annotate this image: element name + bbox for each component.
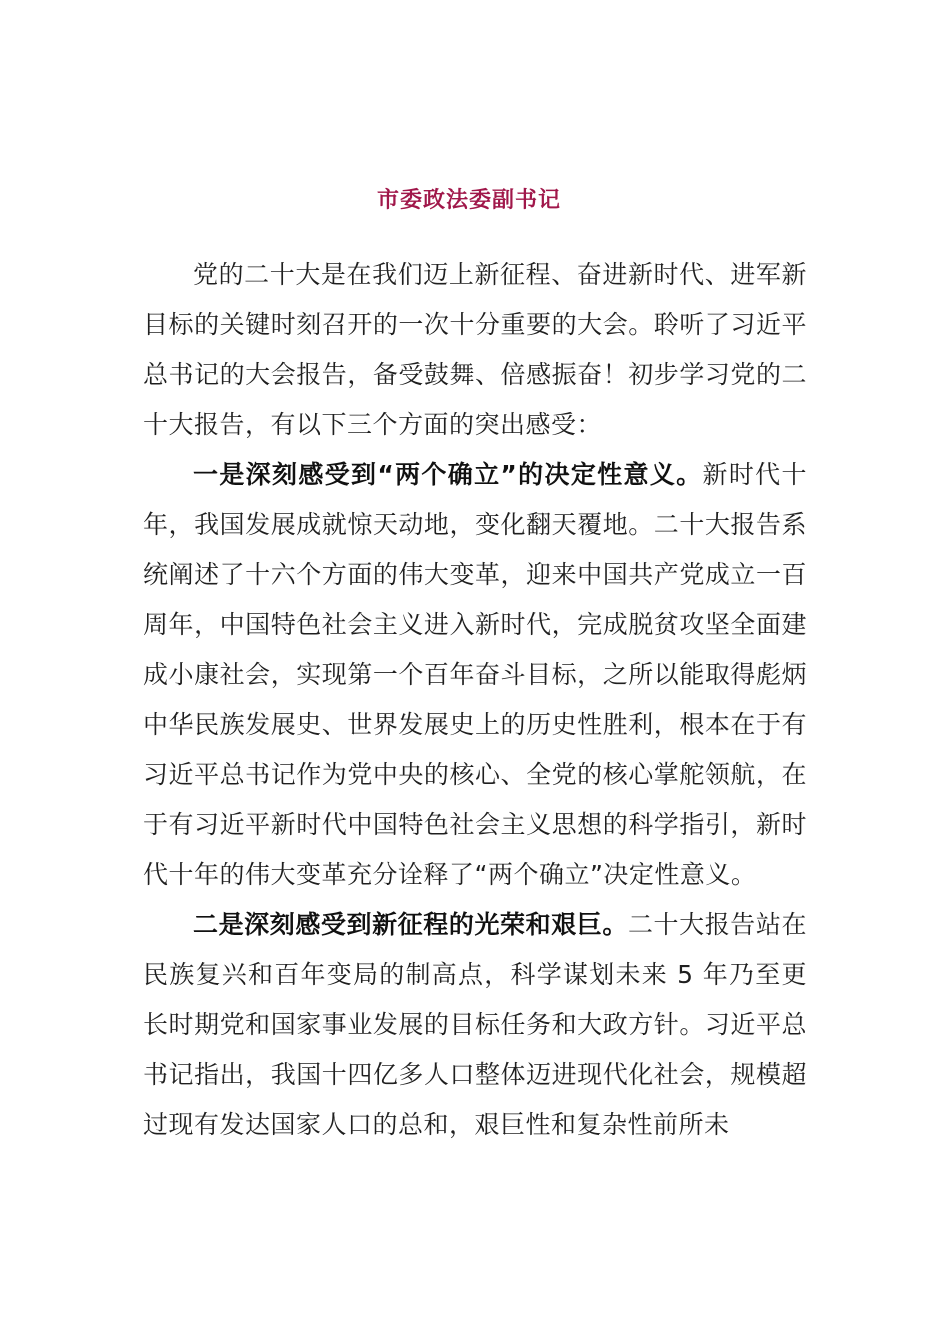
paragraph-lead: 一是深刻感受到“两个确立”的决定性意义。 xyxy=(193,460,703,489)
paragraph-point-two xyxy=(143,900,807,1150)
document-body xyxy=(143,250,807,1150)
document-title: 市委政法委副书记 xyxy=(376,188,561,213)
paragraph-point-one xyxy=(143,450,807,900)
paragraph-text: 二十大报告站在民族复兴和百年变局的制高点，科学谋划未来 5 年乃至更长时期党和国家事业发展的目标任务和大政方针。习近平总书记指出，我国十四亿多人口整体迈进现代化社会，规模超过现有发达国家人口的总和，艰巨性和复杂性前所未 xyxy=(143,910,807,1139)
paragraph-text: 党的二十大是在我们迈上新征程、奋进新时代、进军新目标的关键时刻召开的一次十分重要的大会。聆听了习近平总书记的大会报告，备受鼓舞、倍感振奋！初步学习党的二十大报告，有以下三个方面的突出感受： xyxy=(143,260,807,439)
paragraph-text: 新时代十年，我国发展成就惊天动地，变化翻天覆地。二十大报告系统阐述了十六个方面的伟大变革，迎来中国共产党成立一百周年，中国特色社会主义进入新时代，完成脱贫攻坚全面建成小康社会，实现第一个百年奋斗目标，之所以能取得彪炳中华民族发展史、世界发展史上的历史性胜利，根本在于有习近平总书记作为党中央的核心、全党的核心掌舵领航，在于有习近平新时代中国特色社会主义思想的科学指引，新时代十年的伟大变革充分诠释了“两个确立”决定性意义。 xyxy=(143,460,807,889)
paragraph-intro xyxy=(143,250,807,450)
paragraph-lead: 二是深刻感受到新征程的光荣和艰巨。 xyxy=(193,910,628,939)
